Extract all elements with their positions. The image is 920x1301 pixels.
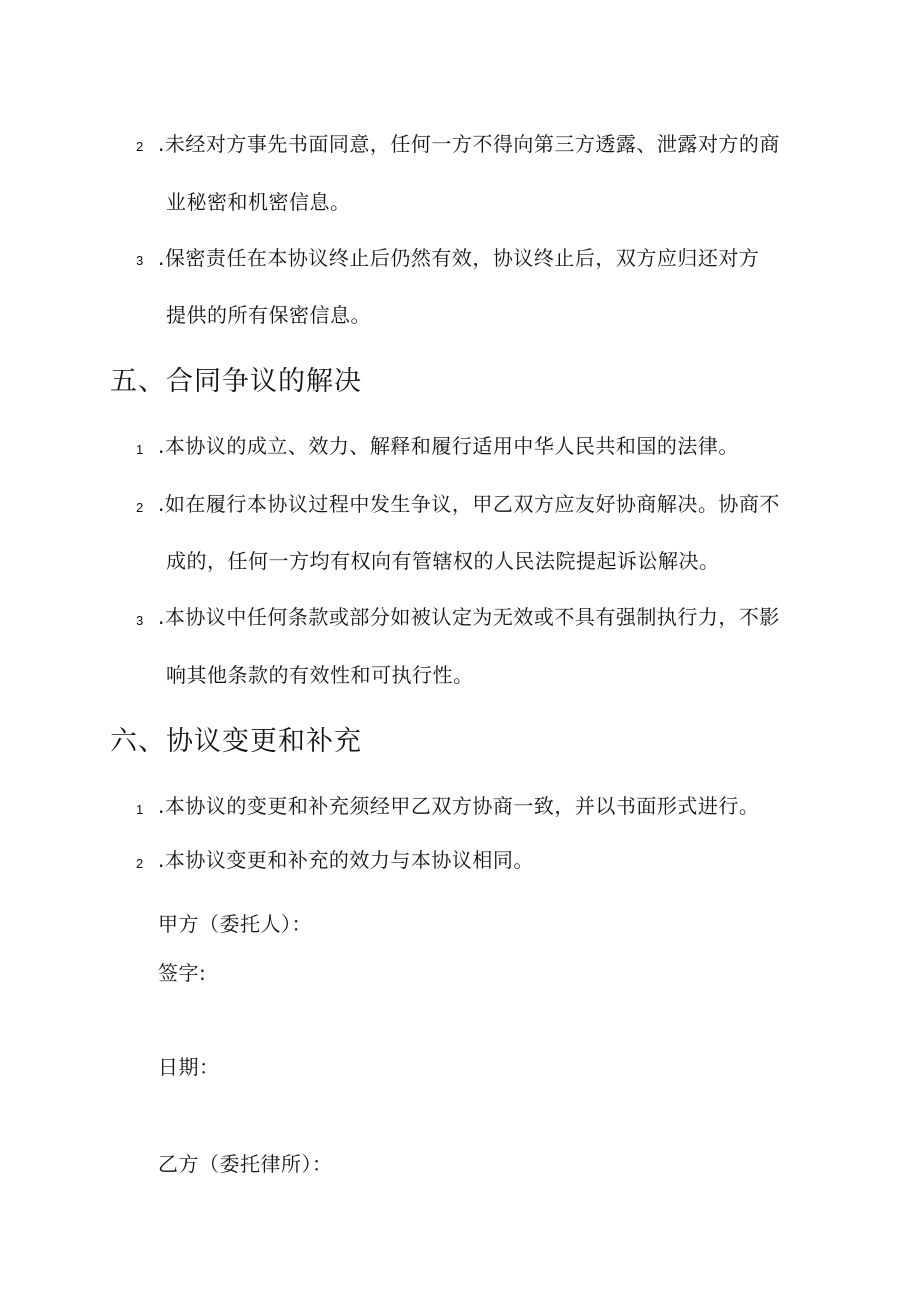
clause-text: .本协议中任何条款或部分如被认定为无效或不具有强制执行力，不影 (158, 605, 780, 629)
clause-text: .本协议变更和补充的效力与本协议相同。 (158, 848, 534, 872)
clause-text-continued: 响其他条款的有效性和可执行性。 (166, 663, 474, 687)
section-heading: 六、协议变更和补充 (110, 726, 362, 757)
item-number: 1 (136, 442, 144, 457)
clause-text: .本协议的变更和补充须经甲乙双方协商一致，并以书面形式进行。 (158, 794, 760, 818)
clause-text-continued: 业秘密和机密信息。 (166, 190, 351, 214)
clause-text-continued: 提供的所有保密信息。 (166, 303, 371, 327)
item-number: 3 (136, 613, 144, 628)
clause-text-continued: 成的，任何一方均有权向有管辖权的人民法院提起诉讼解决。 (166, 549, 720, 573)
item-number: 3 (136, 253, 144, 268)
item-number: 2 (136, 500, 144, 515)
item-number: 1 (136, 802, 144, 817)
clause-text: .如在履行本协议过程中发生争议，甲乙双方应友好协商解决。协商不 (158, 492, 780, 516)
item-number: 2 (136, 139, 144, 154)
clause-text: .保密责任在本协议终止后仍然有效，协议终止后，双方应归还对方 (158, 246, 760, 270)
item-number: 2 (136, 856, 144, 871)
clause-text: .未经对方事先书面同意，任何一方不得向第三方透露、泄露对方的商 (158, 132, 780, 156)
date-label: 日期： (158, 1055, 220, 1079)
signature-label: 签字: (158, 961, 207, 985)
clause-text: .本协议的成立、效力、解释和履行适用中华人民共和国的法律。 (158, 434, 739, 458)
party-b-label: 乙方（委托律所）： (158, 1152, 333, 1176)
section-heading: 五、合同争议的解决 (110, 366, 362, 397)
party-a-label: 甲方（委托人）： (158, 912, 312, 936)
